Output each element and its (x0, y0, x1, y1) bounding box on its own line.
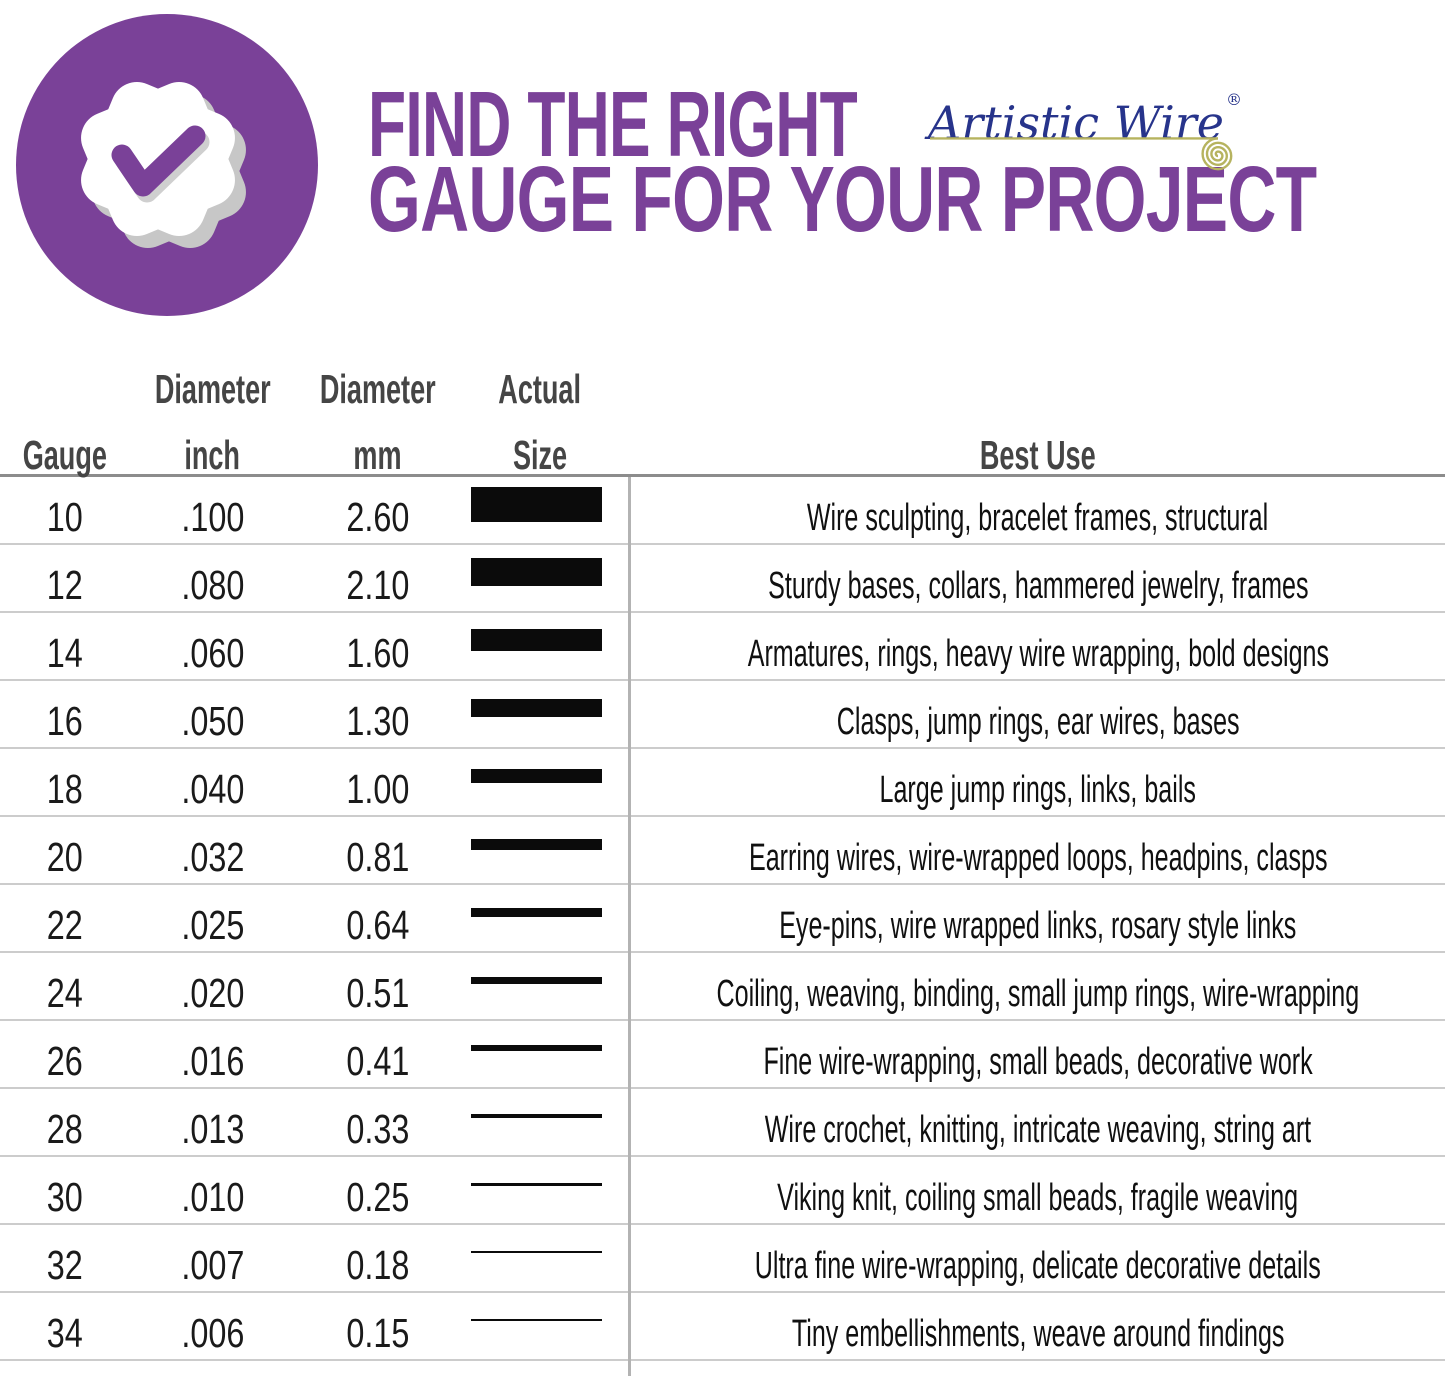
diameter-mm-cell (285, 885, 470, 951)
best-use-value: Fine wire-wrapping, small beads, decorative work (763, 1041, 1313, 1083)
diameter-inch-cell (140, 545, 285, 611)
wire-spiral-icon (900, 120, 1260, 200)
header-label: Size (512, 432, 568, 478)
mm-value: 0.18 (345, 1241, 410, 1288)
best-use-cell (631, 885, 1445, 951)
best-use-cell (631, 1225, 1445, 1291)
best-use-value: Wire sculpting, bracelet frames, structural (807, 497, 1269, 539)
inch-value: .080 (180, 561, 245, 608)
inch-value: .007 (180, 1241, 245, 1288)
actual-size-bar (471, 1251, 602, 1253)
inch-value: .032 (180, 833, 245, 880)
table-row (0, 1089, 1445, 1157)
best-use-value: Armatures, rings, heavy wire wrapping, bold designs (747, 633, 1329, 675)
best-use-value: Sturdy bases, collars, hammered jewelry, frames (767, 565, 1309, 607)
diameter-mm-cell (285, 953, 470, 1019)
best-use-value: Coiling, weaving, binding, small jump rings, wire-wrapping (716, 973, 1360, 1015)
table-row (0, 613, 1445, 681)
header-mm (285, 432, 470, 478)
gauge-cell (0, 749, 130, 815)
gauge-value: 26 (46, 1037, 84, 1084)
gauge-value: 32 (46, 1241, 84, 1288)
best-use-value: Earring wires, wire-wrapped loops, headpins, clasps (748, 837, 1328, 879)
table-row (0, 749, 1445, 817)
gauge-cell (0, 885, 130, 951)
diameter-mm-cell (285, 749, 470, 815)
gauge-value: 12 (46, 561, 84, 608)
gauge-cell (0, 1021, 130, 1087)
header-label: Diameter (319, 366, 436, 412)
table-row (0, 477, 1445, 545)
diameter-mm-cell (285, 681, 470, 747)
diameter-inch-cell (140, 953, 285, 1019)
header-diameter-inch-top (140, 366, 285, 412)
best-use-cell (631, 477, 1445, 543)
header-gauge (0, 432, 130, 478)
gauge-cell (0, 1157, 130, 1223)
header-label: Best Use (980, 432, 1096, 478)
diameter-inch-cell (140, 1157, 285, 1223)
header-label: mm (353, 432, 402, 478)
inch-value: .006 (180, 1309, 245, 1356)
diameter-mm-cell (285, 817, 470, 883)
diameter-inch-cell (140, 477, 285, 543)
actual-size-bar (471, 1045, 602, 1051)
actual-size-bar (471, 769, 602, 783)
best-use-cell (631, 953, 1445, 1019)
mm-value: 1.60 (345, 629, 410, 676)
actual-size-bar (471, 1319, 602, 1321)
gauge-value: 22 (46, 901, 84, 948)
diameter-mm-cell (285, 613, 470, 679)
best-use-value: Wire crochet, knitting, intricate weaving, string art (764, 1109, 1312, 1151)
inch-value: .013 (180, 1105, 245, 1152)
actual-size-bar (471, 1114, 602, 1118)
mm-value: 0.25 (345, 1173, 410, 1220)
gauge-cell (0, 1089, 130, 1155)
best-use-value: Viking knit, coiling small beads, fragile weaving (777, 1177, 1299, 1219)
mm-value: 0.64 (345, 901, 410, 948)
table-row (0, 1157, 1445, 1225)
diameter-inch-cell (140, 613, 285, 679)
gauge-cell (0, 1293, 130, 1359)
gauge-cell (0, 817, 130, 883)
best-use-cell (631, 681, 1445, 747)
best-use-value: Large jump rings, links, bails (879, 769, 1197, 811)
table-row (0, 1293, 1445, 1361)
gauge-cell (0, 681, 130, 747)
table-row (0, 681, 1445, 749)
gauge-value: 14 (46, 629, 84, 676)
diameter-inch-cell (140, 1293, 285, 1359)
check-seal-icon (14, 12, 320, 320)
header-label: Actual (498, 366, 582, 412)
headline-line-1: FIND THE RIGHT (368, 72, 858, 176)
gauge-value: 30 (46, 1173, 84, 1220)
inch-value: .010 (180, 1173, 245, 1220)
inch-value: .020 (180, 969, 245, 1016)
table-row (0, 953, 1445, 1021)
header-label: Diameter (154, 366, 271, 412)
mm-value: 0.51 (345, 969, 410, 1016)
gauge-cell (0, 1225, 130, 1291)
mm-value: 2.10 (345, 561, 410, 608)
gauge-cell (0, 613, 130, 679)
mm-value: 0.41 (345, 1037, 410, 1084)
header-label: inch (184, 432, 241, 478)
header-actual-top (460, 366, 620, 412)
diameter-inch-cell (140, 1021, 285, 1087)
inch-value: .100 (180, 493, 245, 540)
gauge-value: 34 (46, 1309, 84, 1356)
registered-mark: ® (1226, 90, 1242, 109)
diameter-mm-cell (285, 1021, 470, 1087)
diameter-mm-cell (285, 1225, 470, 1291)
gauge-value: 28 (46, 1105, 84, 1152)
gauge-value: 20 (46, 833, 84, 880)
column-divider (628, 477, 631, 1376)
header-size (460, 432, 620, 478)
mm-value: 0.81 (345, 833, 410, 880)
table-header (0, 360, 1445, 477)
mm-value: 0.33 (345, 1105, 410, 1152)
actual-size-bar (471, 699, 602, 717)
best-use-value: Tiny embellishments, weave around findings (791, 1313, 1285, 1355)
best-use-value: Eye-pins, wire wrapped links, rosary style links (779, 905, 1297, 947)
actual-size-bar (471, 487, 602, 522)
diameter-inch-cell (140, 749, 285, 815)
best-use-cell (631, 613, 1445, 679)
diameter-mm-cell (285, 1089, 470, 1155)
diameter-mm-cell (285, 1157, 470, 1223)
table-row (0, 1225, 1445, 1293)
gauge-value: 10 (46, 493, 84, 540)
mm-value: 0.15 (345, 1309, 410, 1356)
table-row (0, 545, 1445, 613)
actual-size-bar (471, 839, 602, 850)
table-row (0, 885, 1445, 953)
best-use-cell (631, 1021, 1445, 1087)
brand-name: Artistic Wire (928, 96, 1224, 150)
best-use-value: Clasps, jump rings, ear wires, bases (836, 701, 1240, 743)
best-use-cell (631, 749, 1445, 815)
actual-size-bar (471, 977, 602, 984)
diameter-inch-cell (140, 817, 285, 883)
best-use-cell (631, 1089, 1445, 1155)
gauge-cell (0, 953, 130, 1019)
gauge-cell (0, 477, 130, 543)
best-use-cell (631, 545, 1445, 611)
actual-size-bar (471, 629, 602, 651)
gauge-cell (0, 545, 130, 611)
best-use-cell (631, 817, 1445, 883)
gauge-value: 24 (46, 969, 84, 1016)
table-row (0, 817, 1445, 885)
mm-value: 1.00 (345, 765, 410, 812)
best-use-cell (631, 1293, 1445, 1359)
diameter-mm-cell (285, 477, 470, 543)
gauge-value: 18 (46, 765, 84, 812)
diameter-mm-cell (285, 545, 470, 611)
diameter-inch-cell (140, 885, 285, 951)
best-use-value: Ultra fine wire-wrapping, delicate decorative details (755, 1245, 1321, 1287)
check-seal-svg (14, 12, 320, 320)
header-diameter-mm-top (285, 366, 470, 412)
gauge-value: 16 (46, 697, 84, 744)
best-use-cell (631, 1157, 1445, 1223)
diameter-inch-cell (140, 1089, 285, 1155)
mm-value: 2.60 (345, 493, 410, 540)
diameter-inch-cell (140, 1225, 285, 1291)
table-row (0, 1021, 1445, 1089)
diameter-inch-cell (140, 681, 285, 747)
inch-value: .040 (180, 765, 245, 812)
inch-value: .060 (180, 629, 245, 676)
header-label: Gauge (22, 432, 108, 478)
inch-value: .025 (180, 901, 245, 948)
diameter-mm-cell (285, 1293, 470, 1359)
actual-size-bar (471, 908, 602, 917)
actual-size-bar (471, 558, 602, 586)
inch-value: .050 (180, 697, 245, 744)
actual-size-bar (471, 1183, 602, 1186)
mm-value: 1.30 (345, 697, 410, 744)
header-inch (140, 432, 285, 478)
table-body (0, 477, 1445, 1361)
headline-line-2: GAUGE FOR YOUR PROJECT (368, 147, 1317, 251)
header-best-use (631, 432, 1445, 478)
inch-value: .016 (180, 1037, 245, 1084)
